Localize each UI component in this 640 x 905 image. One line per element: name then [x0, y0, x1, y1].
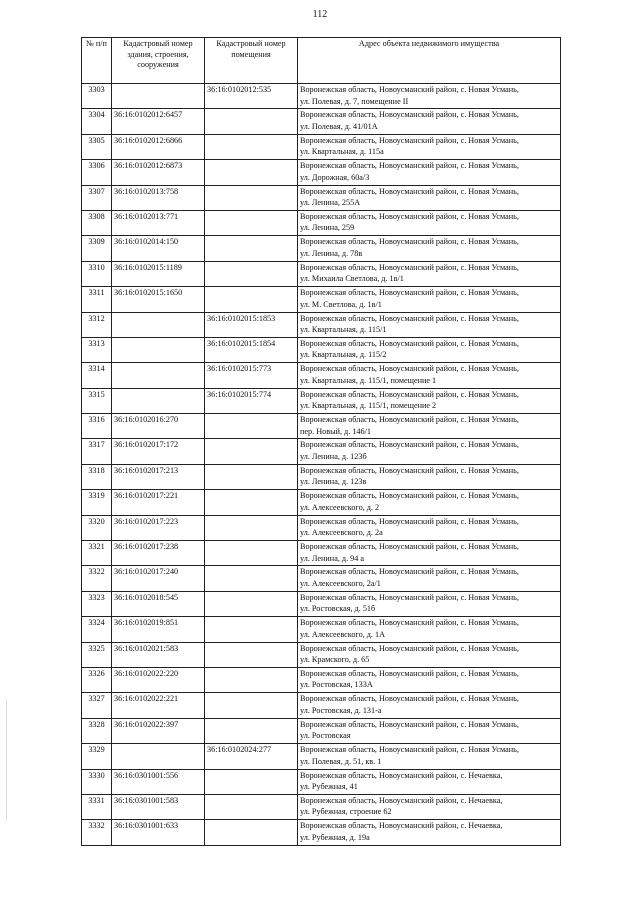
address-line-1: Воронежская область, Новоусманский район, с. Новая Усмань, — [300, 161, 519, 171]
address-cell — [298, 236, 561, 261]
row-number: 3330 — [82, 769, 112, 794]
table-row — [82, 515, 561, 540]
room-cadastral-number — [205, 261, 298, 286]
building-cadastral-number: 36:16:0102017:223 — [112, 515, 205, 540]
table-row — [82, 84, 561, 109]
row-number: 3324 — [82, 617, 112, 642]
address-line-2: ул. Ростовская — [300, 731, 351, 741]
building-cadastral-number — [112, 337, 205, 362]
building-cadastral-number: 36:16:0102012:6457 — [112, 109, 205, 134]
address-line-2: ул. Рубежная, д. 19а — [300, 832, 370, 842]
address-cell — [298, 337, 561, 362]
header-room-cadastral: Кадастровый номер помещения — [205, 38, 298, 84]
room-cadastral-number: 36:16:0102015:774 — [205, 388, 298, 413]
table-row — [82, 160, 561, 185]
row-number: 3306 — [82, 160, 112, 185]
building-cadastral-number: 36:16:0102015:1189 — [112, 261, 205, 286]
room-cadastral-number — [205, 160, 298, 185]
header-building-cadastral: Кадастровый номер здания, строения, сооружения — [112, 38, 205, 84]
row-number: 3326 — [82, 667, 112, 692]
table-body — [82, 84, 561, 846]
room-cadastral-number — [205, 134, 298, 159]
address-line-1: Воронежская область, Новоусманский район, с. Новая Усмань, — [300, 491, 519, 501]
address-line-2: ул. Ленина, д. 123б — [300, 451, 367, 461]
address-line-1: Воронежская область, Новоусманский район, с. Нечаевка, — [300, 795, 503, 805]
address-line-2: ул. Квартальная, д. 115/1 — [300, 325, 387, 335]
address-line-1: Воронежская область, Новоусманский район, с. Новая Усмань, — [300, 237, 519, 247]
address-cell — [298, 794, 561, 819]
table-row — [82, 210, 561, 235]
address-cell — [298, 134, 561, 159]
table-row — [82, 541, 561, 566]
address-line-2: ул. Квартальная, д. 115/1, помещение 1 — [300, 375, 437, 385]
room-cadastral-number — [205, 667, 298, 692]
building-cadastral-number: 36:16:0301001:556 — [112, 769, 205, 794]
table-row — [82, 820, 561, 845]
address-line-1: Воронежская область, Новоусманский район, с. Новая Усмань, — [300, 745, 519, 755]
address-cell — [298, 744, 561, 769]
building-cadastral-number — [112, 363, 205, 388]
building-cadastral-number: 36:16:0102016:270 — [112, 414, 205, 439]
building-cadastral-number: 36:16:0102013:771 — [112, 210, 205, 235]
table-row — [82, 414, 561, 439]
row-number: 3321 — [82, 541, 112, 566]
building-cadastral-number — [112, 312, 205, 337]
row-number: 3325 — [82, 642, 112, 667]
address-line-2: ул. Алексеевского, д. 2а — [300, 528, 383, 538]
room-cadastral-number — [205, 820, 298, 845]
scan-edge-artifact — [6, 700, 7, 820]
address-line-2: ул. Ростовская, д. 51б — [300, 604, 376, 614]
table-row — [82, 363, 561, 388]
building-cadastral-number: 36:16:0102013:758 — [112, 185, 205, 210]
address-line-1: Воронежская область, Новоусманский район, с. Новая Усмань, — [300, 542, 519, 552]
address-line-1: Воронежская область, Новоусманский район, с. Новая Усмань, — [300, 643, 519, 653]
room-cadastral-number — [205, 617, 298, 642]
address-line-2: ул. Алексеевского, д. 2 — [300, 502, 380, 512]
table-row — [82, 591, 561, 616]
address-cell — [298, 566, 561, 591]
row-number: 3313 — [82, 337, 112, 362]
address-line-2: ул. Ленина, 259 — [300, 223, 355, 233]
address-line-1: Воронежская область, Новоусманский район, с. Новая Усмань, — [300, 618, 519, 628]
address-line-2: ул. Алексеевского, 2а/1 — [300, 578, 381, 588]
row-number: 3315 — [82, 388, 112, 413]
row-number: 3305 — [82, 134, 112, 159]
address-cell — [298, 769, 561, 794]
address-line-2: ул. Полевая, д. 7, помещение II — [300, 96, 409, 106]
address-line-1: Воронежская область, Новоусманский район, с. Новая Усмань, — [300, 186, 519, 196]
room-cadastral-number: 36:16:0102024:277 — [205, 744, 298, 769]
address-line-1: Воронежская область, Новоусманский район, с. Нечаевка, — [300, 770, 503, 780]
room-cadastral-number — [205, 109, 298, 134]
table-row — [82, 261, 561, 286]
address-cell — [298, 693, 561, 718]
room-cadastral-number: 36:16:0102015:1853 — [205, 312, 298, 337]
address-line-1: Воронежская область, Новоусманский район, с. Новая Усмань, — [300, 364, 519, 374]
address-cell — [298, 414, 561, 439]
row-number: 3331 — [82, 794, 112, 819]
building-cadastral-number — [112, 84, 205, 109]
address-line-1: Воронежская область, Новоусманский район, с. Новая Усмань, — [300, 516, 519, 526]
building-cadastral-number: 36:16:0102017:213 — [112, 464, 205, 489]
row-number: 3327 — [82, 693, 112, 718]
address-line-2: ул. Рубежная, строение 62 — [300, 807, 392, 817]
room-cadastral-number — [205, 642, 298, 667]
table-row — [82, 185, 561, 210]
row-number: 3320 — [82, 515, 112, 540]
building-cadastral-number: 36:16:0102022:397 — [112, 718, 205, 743]
address-line-1: Воронежская область, Новоусманский район, с. Новая Усмань, — [300, 135, 519, 145]
building-cadastral-number: 36:16:0102022:221 — [112, 693, 205, 718]
table-row — [82, 769, 561, 794]
address-cell — [298, 287, 561, 312]
row-number: 3316 — [82, 414, 112, 439]
address-line-2: ул. Ленина, д. 78в — [300, 248, 363, 258]
address-line-2: ул. Крамского, д. 65 — [300, 655, 370, 665]
row-number: 3304 — [82, 109, 112, 134]
address-line-1: Воронежская область, Новоусманский район, с. Новая Усмань, — [300, 85, 519, 94]
building-cadastral-number: 36:16:0102018:545 — [112, 591, 205, 616]
room-cadastral-number — [205, 185, 298, 210]
building-cadastral-number: 36:16:0301001:583 — [112, 794, 205, 819]
room-cadastral-number — [205, 769, 298, 794]
building-cadastral-number: 36:16:0102017:172 — [112, 439, 205, 464]
row-number: 3311 — [82, 287, 112, 312]
address-cell — [298, 515, 561, 540]
table-row — [82, 109, 561, 134]
address-cell — [298, 642, 561, 667]
address-line-2: ул. Рубежная, 41 — [300, 782, 358, 792]
address-line-1: Воронежская область, Новоусманский район, с. Новая Усмань, — [300, 110, 519, 120]
room-cadastral-number — [205, 693, 298, 718]
room-cadastral-number — [205, 515, 298, 540]
address-cell — [298, 261, 561, 286]
address-cell — [298, 185, 561, 210]
address-line-1: Воронежская область, Новоусманский район, с. Новая Усмань, — [300, 668, 519, 678]
table-row — [82, 566, 561, 591]
room-cadastral-number: 36:16:0102015:1854 — [205, 337, 298, 362]
address-line-1: Воронежская область, Новоусманский район, с. Новая Усмань, — [300, 211, 519, 221]
room-cadastral-number — [205, 718, 298, 743]
building-cadastral-number: 36:16:0102017:238 — [112, 541, 205, 566]
address-line-1: Воронежская область, Новоусманский район, с. Новая Усмань, — [300, 415, 519, 425]
address-line-2: ул. Дорожная, 60а/3 — [300, 172, 370, 182]
table-header-row — [82, 38, 561, 84]
address-line-2: пер. Новый, д. 146/1 — [300, 426, 371, 436]
address-cell — [298, 109, 561, 134]
address-cell — [298, 439, 561, 464]
row-number: 3308 — [82, 210, 112, 235]
address-line-2: ул. Ростовская, д. 131-а — [300, 705, 382, 715]
table-row — [82, 134, 561, 159]
address-line-1: Воронежская область, Новоусманский район, с. Новая Усмань, — [300, 338, 519, 348]
row-number: 3312 — [82, 312, 112, 337]
address-line-1: Воронежская область, Новоусманский район, с. Новая Усмань, — [300, 592, 519, 602]
room-cadastral-number — [205, 236, 298, 261]
room-cadastral-number: 36:16:0102012:535 — [205, 84, 298, 109]
room-cadastral-number: 36:16:0102015:773 — [205, 363, 298, 388]
table-row — [82, 439, 561, 464]
row-number: 3332 — [82, 820, 112, 845]
room-cadastral-number — [205, 566, 298, 591]
header-address: Адрес объекта недвижимого имущества — [298, 38, 561, 84]
building-cadastral-number: 36:16:0102017:221 — [112, 490, 205, 515]
address-cell — [298, 617, 561, 642]
building-cadastral-number: 36:16:0102017:240 — [112, 566, 205, 591]
address-line-2: ул. Полевая, д. 41/01А — [300, 121, 378, 131]
address-line-1: Воронежская область, Новоусманский район, с. Новая Усмань, — [300, 262, 519, 272]
row-number: 3323 — [82, 591, 112, 616]
address-line-1: Воронежская область, Новоусманский район, с. Новая Усмань, — [300, 389, 519, 399]
room-cadastral-number — [205, 464, 298, 489]
row-number: 3328 — [82, 718, 112, 743]
address-line-1: Воронежская область, Новоусманский район, с. Новая Усмань, — [300, 567, 519, 577]
address-line-2: ул. М. Светлова, д. 1в/1 — [300, 299, 382, 309]
register-table — [81, 37, 561, 846]
address-cell — [298, 591, 561, 616]
address-line-2: ул. Ленина, д. 123в — [300, 477, 367, 487]
address-line-2: ул. Алексеевского, д. 1А — [300, 629, 386, 639]
building-cadastral-number: 36:16:0102012:6866 — [112, 134, 205, 159]
building-cadastral-number — [112, 744, 205, 769]
room-cadastral-number — [205, 287, 298, 312]
address-cell — [298, 464, 561, 489]
room-cadastral-number — [205, 414, 298, 439]
table-row — [82, 312, 561, 337]
table-row — [82, 464, 561, 489]
building-cadastral-number: 36:16:0102015:1650 — [112, 287, 205, 312]
table-row — [82, 744, 561, 769]
row-number: 3322 — [82, 566, 112, 591]
address-line-2: ул. Квартальная, д. 115/2 — [300, 350, 387, 360]
address-cell — [298, 312, 561, 337]
table-row — [82, 617, 561, 642]
address-line-2: ул. Ростовская, 133А — [300, 680, 373, 690]
room-cadastral-number — [205, 210, 298, 235]
row-number: 3314 — [82, 363, 112, 388]
row-number: 3307 — [82, 185, 112, 210]
address-cell — [298, 388, 561, 413]
row-number: 3318 — [82, 464, 112, 489]
row-number: 3329 — [82, 744, 112, 769]
table-row — [82, 693, 561, 718]
address-line-2: ул. Квартальная, д. 115а — [300, 147, 384, 157]
row-number: 3310 — [82, 261, 112, 286]
building-cadastral-number: 36:16:0102019:851 — [112, 617, 205, 642]
room-cadastral-number — [205, 541, 298, 566]
address-cell — [298, 210, 561, 235]
row-number: 3319 — [82, 490, 112, 515]
table-row — [82, 718, 561, 743]
address-line-2: ул. Полевая, д. 51, кв. 1 — [300, 756, 382, 766]
table-row — [82, 490, 561, 515]
address-line-1: Воронежская область, Новоусманский район, с. Новая Усмань, — [300, 288, 519, 298]
room-cadastral-number — [205, 591, 298, 616]
address-line-1: Воронежская область, Новоусманский район, с. Новая Усмань, — [300, 465, 519, 475]
address-line-2: ул. Ленина, д. 94 а — [300, 553, 365, 563]
page-number: 112 — [312, 9, 328, 20]
address-line-1: Воронежская область, Новоусманский район, с. Новая Усмань, — [300, 719, 519, 729]
table-row — [82, 337, 561, 362]
building-cadastral-number: 36:16:0102014:150 — [112, 236, 205, 261]
address-cell — [298, 718, 561, 743]
address-cell — [298, 667, 561, 692]
table-row — [82, 287, 561, 312]
address-cell — [298, 820, 561, 845]
room-cadastral-number — [205, 794, 298, 819]
address-line-2: ул. Квартальная, д. 115/1, помещение 2 — [300, 401, 437, 411]
building-cadastral-number: 36:16:0301001:633 — [112, 820, 205, 845]
header-num: № п/п — [82, 38, 112, 84]
table-row — [82, 667, 561, 692]
building-cadastral-number — [112, 388, 205, 413]
address-cell — [298, 84, 561, 109]
room-cadastral-number — [205, 490, 298, 515]
address-cell — [298, 541, 561, 566]
address-line-1: Воронежская область, Новоусманский район, с. Новая Усмань, — [300, 313, 519, 323]
address-line-1: Воронежская область, Новоусманский район, с. Новая Усмань, — [300, 694, 519, 704]
row-number: 3303 — [82, 84, 112, 109]
building-cadastral-number: 36:16:0102022:220 — [112, 667, 205, 692]
table-row — [82, 642, 561, 667]
table-row — [82, 388, 561, 413]
address-cell — [298, 363, 561, 388]
building-cadastral-number: 36:16:0102021:583 — [112, 642, 205, 667]
address-line-1: Воронежская область, Новоусманский район, с. Нечаевка, — [300, 821, 503, 831]
table-row — [82, 236, 561, 261]
room-cadastral-number — [205, 439, 298, 464]
address-line-2: ул. Ленина, 255А — [300, 198, 361, 208]
address-cell — [298, 490, 561, 515]
row-number: 3309 — [82, 236, 112, 261]
row-number: 3317 — [82, 439, 112, 464]
building-cadastral-number: 36:16:0102012:6873 — [112, 160, 205, 185]
address-cell — [298, 160, 561, 185]
address-line-1: Воронежская область, Новоусманский район, с. Новая Усмань, — [300, 440, 519, 450]
address-line-2: ул. Михаила Светлова, д. 1в/1 — [300, 274, 404, 284]
table-row — [82, 794, 561, 819]
